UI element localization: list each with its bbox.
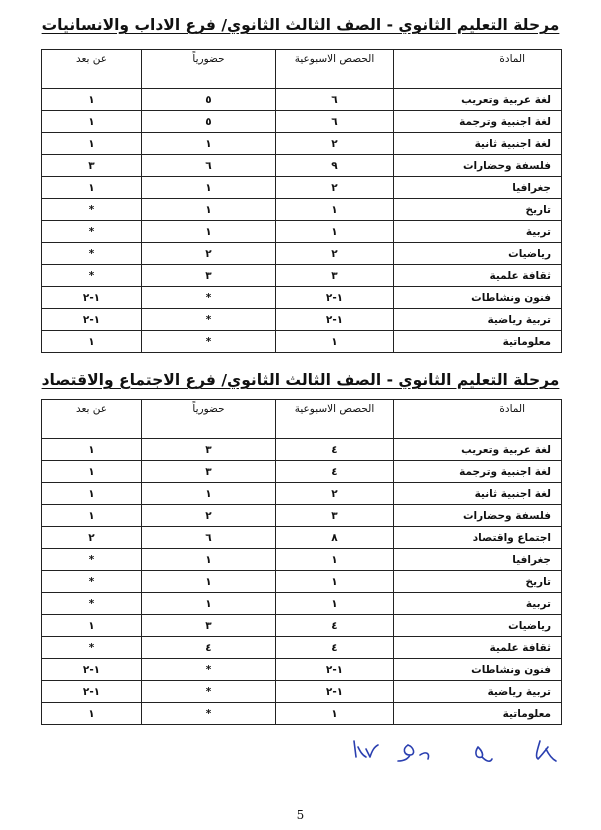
table-header-row bbox=[42, 50, 562, 89]
table-row bbox=[42, 571, 562, 593]
section1-title: مرحلة التعليم الثانوي - الصف الثالث الثانوي/ فرع الاداب والانسانيات bbox=[41, 16, 560, 34]
header-in-person: حضورياً bbox=[142, 50, 276, 89]
in-person-cell: ١ bbox=[142, 199, 276, 221]
remote-cell: ١ bbox=[42, 331, 142, 353]
subject-cell: لغة عربية وتعريب bbox=[394, 89, 562, 111]
subject-cell: فلسفة وحضارات bbox=[394, 505, 562, 527]
remote-cell: ١ bbox=[42, 177, 142, 199]
remote-cell: ١-٢ bbox=[42, 681, 142, 703]
table-row bbox=[42, 659, 562, 681]
remote-cell: ١ bbox=[42, 89, 142, 111]
table-row bbox=[42, 133, 562, 155]
weekly-periods-cell: ٤ bbox=[276, 439, 394, 461]
weekly-periods-cell: ٤ bbox=[276, 637, 394, 659]
subject-cell: اجتماع واقتصاد bbox=[394, 527, 562, 549]
in-person-cell: ٣ bbox=[142, 265, 276, 287]
schedule-table-sociology-economics bbox=[41, 399, 562, 725]
subject-cell: تربية رياضية bbox=[394, 681, 562, 703]
weekly-periods-cell: ٩ bbox=[276, 155, 394, 177]
table-row bbox=[42, 593, 562, 615]
in-person-cell: ٥ bbox=[142, 111, 276, 133]
weekly-periods-cell: ١-٢ bbox=[276, 659, 394, 681]
signature-mark-2 bbox=[476, 747, 492, 761]
table-header-row bbox=[42, 400, 562, 439]
section2-title: مرحلة التعليم الثانوي - الصف الثالث الثانوي/ فرع الاجتماع والاقتصاد bbox=[41, 371, 560, 389]
subject-cell: لغة اجنبية وترجمة bbox=[394, 111, 562, 133]
table-row bbox=[42, 89, 562, 111]
header-remote: عن بعد bbox=[42, 50, 142, 89]
table-row bbox=[42, 483, 562, 505]
table-row bbox=[42, 527, 562, 549]
table-row bbox=[42, 615, 562, 637]
table-row bbox=[42, 549, 562, 571]
in-person-cell: ٣ bbox=[142, 439, 276, 461]
weekly-periods-cell: ١-٢ bbox=[276, 309, 394, 331]
in-person-cell: ٣ bbox=[142, 615, 276, 637]
in-person-cell: ٢ bbox=[142, 243, 276, 265]
weekly-periods-cell: ٤ bbox=[276, 615, 394, 637]
weekly-periods-cell: ١ bbox=[276, 703, 394, 725]
in-person-cell: * bbox=[142, 331, 276, 353]
remote-cell: ٢ bbox=[42, 527, 142, 549]
remote-cell: ١ bbox=[42, 615, 142, 637]
in-person-cell: * bbox=[142, 287, 276, 309]
subject-cell: تاريخ bbox=[394, 199, 562, 221]
header-in-person: حضورياً bbox=[142, 400, 276, 439]
subject-cell: تربية bbox=[394, 221, 562, 243]
header-weekly-periods: الحصص الاسبوعية bbox=[276, 50, 394, 89]
header-subject: المادة bbox=[394, 50, 562, 89]
in-person-cell: ٢ bbox=[142, 505, 276, 527]
subject-cell: رياضيات bbox=[394, 243, 562, 265]
weekly-periods-cell: ١ bbox=[276, 199, 394, 221]
subject-cell: ثقافة علمية bbox=[394, 265, 562, 287]
table-row bbox=[42, 287, 562, 309]
weekly-periods-cell: ٢ bbox=[276, 177, 394, 199]
remote-cell: ١ bbox=[42, 439, 142, 461]
remote-cell: ١ bbox=[42, 483, 142, 505]
table-row bbox=[42, 221, 562, 243]
in-person-cell: * bbox=[142, 703, 276, 725]
subject-cell: جغرافيا bbox=[394, 549, 562, 571]
page-number: 5 bbox=[296, 808, 305, 822]
in-person-cell: * bbox=[142, 659, 276, 681]
remote-cell: ١ bbox=[42, 505, 142, 527]
weekly-periods-cell: ٤ bbox=[276, 461, 394, 483]
weekly-periods-cell: ١-٢ bbox=[276, 681, 394, 703]
remote-cell: ١-٢ bbox=[42, 659, 142, 681]
weekly-periods-cell: ٢ bbox=[276, 483, 394, 505]
table-row bbox=[42, 265, 562, 287]
signature-mark-4 bbox=[354, 741, 378, 757]
table-row bbox=[42, 155, 562, 177]
weekly-periods-cell: ١ bbox=[276, 571, 394, 593]
in-person-cell: ١ bbox=[142, 177, 276, 199]
in-person-cell: ٣ bbox=[142, 461, 276, 483]
in-person-cell: ٤ bbox=[142, 637, 276, 659]
remote-cell: * bbox=[42, 637, 142, 659]
table-row bbox=[42, 439, 562, 461]
in-person-cell: ١ bbox=[142, 549, 276, 571]
table-row bbox=[42, 703, 562, 725]
remote-cell: * bbox=[42, 593, 142, 615]
subject-cell: لغة اجنبية ثانية bbox=[394, 133, 562, 155]
weekly-periods-cell: ٢ bbox=[276, 133, 394, 155]
table-row bbox=[42, 331, 562, 353]
handwritten-signatures bbox=[350, 733, 560, 767]
subject-cell: لغة اجنبية ثانية bbox=[394, 483, 562, 505]
subject-cell: فنون ونشاطات bbox=[394, 659, 562, 681]
weekly-periods-cell: ١-٢ bbox=[276, 287, 394, 309]
remote-cell: * bbox=[42, 199, 142, 221]
weekly-periods-cell: ١ bbox=[276, 593, 394, 615]
remote-cell: * bbox=[42, 243, 142, 265]
weekly-periods-cell: ٦ bbox=[276, 111, 394, 133]
weekly-periods-cell: ٢ bbox=[276, 243, 394, 265]
weekly-periods-cell: ٣ bbox=[276, 265, 394, 287]
in-person-cell: ١ bbox=[142, 593, 276, 615]
remote-cell: ١-٢ bbox=[42, 287, 142, 309]
in-person-cell: ١ bbox=[142, 221, 276, 243]
remote-cell: * bbox=[42, 571, 142, 593]
in-person-cell: ٦ bbox=[142, 527, 276, 549]
subject-cell: ثقافة علمية bbox=[394, 637, 562, 659]
weekly-periods-cell: ٨ bbox=[276, 527, 394, 549]
weekly-periods-cell: ٣ bbox=[276, 505, 394, 527]
remote-cell: ١ bbox=[42, 461, 142, 483]
in-person-cell: ١ bbox=[142, 571, 276, 593]
remote-cell: ١-٢ bbox=[42, 309, 142, 331]
in-person-cell: ٥ bbox=[142, 89, 276, 111]
subject-cell: تاريخ bbox=[394, 571, 562, 593]
signature-mark-1 bbox=[537, 741, 556, 761]
table-row bbox=[42, 199, 562, 221]
table-row bbox=[42, 243, 562, 265]
weekly-periods-cell: ١ bbox=[276, 331, 394, 353]
weekly-periods-cell: ١ bbox=[276, 221, 394, 243]
table-row bbox=[42, 177, 562, 199]
table-row bbox=[42, 681, 562, 703]
weekly-periods-cell: ١ bbox=[276, 549, 394, 571]
header-remote: عن بعد bbox=[42, 400, 142, 439]
remote-cell: * bbox=[42, 549, 142, 571]
subject-cell: تربية رياضية bbox=[394, 309, 562, 331]
header-subject: المادة bbox=[394, 400, 562, 439]
subject-cell: لغة اجنبية وترجمة bbox=[394, 461, 562, 483]
table-row bbox=[42, 461, 562, 483]
in-person-cell: ٦ bbox=[142, 155, 276, 177]
remote-cell: * bbox=[42, 265, 142, 287]
subject-cell: معلوماتية bbox=[394, 331, 562, 353]
remote-cell: ١ bbox=[42, 703, 142, 725]
in-person-cell: ١ bbox=[142, 133, 276, 155]
subject-cell: معلوماتية bbox=[394, 703, 562, 725]
remote-cell: ١ bbox=[42, 111, 142, 133]
table-row bbox=[42, 309, 562, 331]
header-weekly-periods: الحصص الاسبوعية bbox=[276, 400, 394, 439]
weekly-periods-cell: ٦ bbox=[276, 89, 394, 111]
subject-cell: لغة عربية وتعريب bbox=[394, 439, 562, 461]
schedule-table-humanities bbox=[41, 49, 562, 353]
subject-cell: جغرافيا bbox=[394, 177, 562, 199]
subject-cell: تربية bbox=[394, 593, 562, 615]
remote-cell: * bbox=[42, 221, 142, 243]
subject-cell: رياضيات bbox=[394, 615, 562, 637]
remote-cell: ١ bbox=[42, 133, 142, 155]
remote-cell: ٣ bbox=[42, 155, 142, 177]
table-row bbox=[42, 505, 562, 527]
signature-mark-3 bbox=[398, 745, 429, 761]
subject-cell: فنون ونشاطات bbox=[394, 287, 562, 309]
in-person-cell: ١ bbox=[142, 483, 276, 505]
table-row bbox=[42, 637, 562, 659]
table-row bbox=[42, 111, 562, 133]
in-person-cell: * bbox=[142, 681, 276, 703]
subject-cell: فلسفة وحضارات bbox=[394, 155, 562, 177]
in-person-cell: * bbox=[142, 309, 276, 331]
